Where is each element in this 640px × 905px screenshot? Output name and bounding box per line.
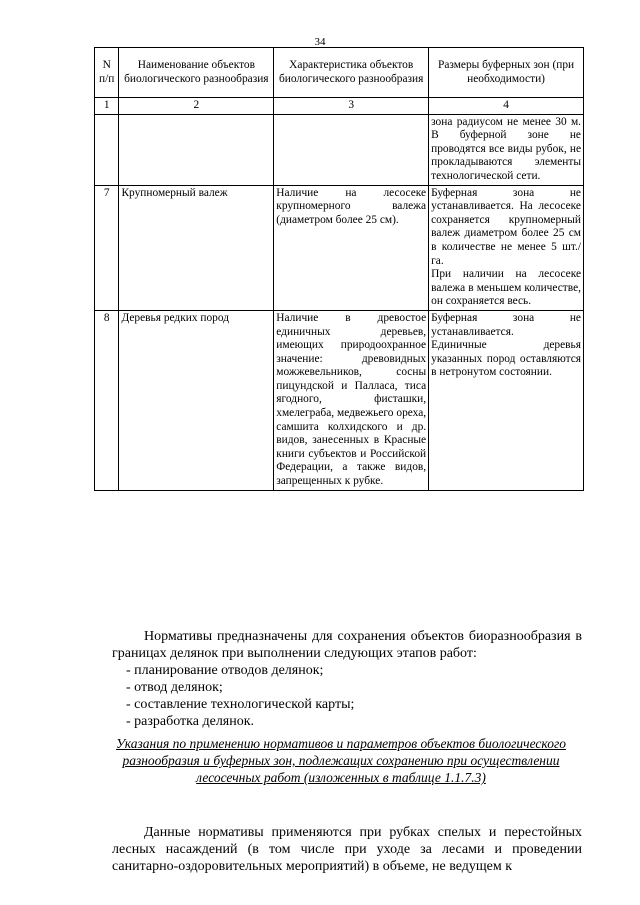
row-number: 7 — [95, 185, 119, 310]
table-header-row — [95, 48, 584, 98]
column-number-row — [95, 98, 584, 115]
intro-paragraph: Нормативы предназначены для сохранения объектов биоразнообразия в границах делянок при выполнении следующих этапов работ: — [112, 629, 582, 661]
header-buffer: Размеры буферных зон (при необходимости) — [429, 48, 584, 98]
section-heading: Указания по применению нормативов и параметров объектов биологического разнообразия и буферных зон, подлежащих сохранению при осуществлении лесосечных работ (изложенных в таблице 1.1.7.3) — [116, 736, 566, 785]
list-item: - отвод делянок; — [126, 680, 223, 695]
final-block — [112, 824, 582, 875]
header-name: Наименование объектов биологического разнообразия — [119, 48, 274, 98]
object-name: Крупномерный валеж — [119, 185, 274, 310]
list-item: - составление технологической карты; — [126, 697, 355, 712]
object-characteristic: Наличие на лесосеке крупномерного валежа (диаметром более 25 см). — [274, 185, 429, 310]
buffer-text: Буферная зона не устанавливается. На лесосеке сохраняется крупномерный валеж диаметром более 25 см в количестве не менее 5 шт./га. — [431, 186, 581, 267]
object-name: Деревья редких пород — [119, 310, 274, 490]
table-row-continued — [95, 114, 584, 185]
buffer-cell: зона радиусом не менее 30 м. В буферной зоне не проводятся все виды рубок, не прокладываются элементы технологической сети. — [429, 114, 584, 185]
buffer-cell — [429, 310, 584, 490]
column-number: 4 — [429, 98, 584, 115]
list-item: - разработка делянок. — [126, 714, 255, 729]
table-row — [95, 185, 584, 310]
buffer-cell — [429, 185, 584, 310]
column-number: 3 — [274, 98, 429, 115]
header-characteristic: Характеристика объектов биологического разнообразия — [274, 48, 429, 98]
row-number: 8 — [95, 310, 119, 490]
list-item: - планирование отводов делянок; — [126, 663, 324, 678]
object-characteristic: Наличие в древостое единичных деревьев, имеющих природоохранное значение: древовидных можжевельников, сосны пицундской и Палласа, тиса ягодного, фисташки, хмелеграба, медвежьего ореха, самшита колхидского и др. видов, занесенных в Красные книги субъектов и Российской Федерации, а также видов, запрещенных к рубке. — [274, 310, 429, 490]
column-number: 1 — [95, 98, 119, 115]
section-heading-block — [96, 735, 586, 786]
buffer-text: При наличии на лесосеке валежа в меньшем количестве, он сохраняется весь. — [431, 268, 581, 308]
buffer-text: Единичные деревья указанных пород оставляются в нетронутом состоянии. — [431, 339, 581, 379]
header-number: N п/п — [95, 48, 119, 98]
intro-block — [112, 628, 582, 730]
page-number: 34 — [314, 36, 326, 48]
final-paragraph: Данные нормативы применяются при рубках спелых и перестойных лесных насаждений (в том числе при уходе за лесами и проведении санитарно-оздоровительных мероприятий) в объеме, не ведущем к — [112, 825, 582, 874]
table-row — [95, 310, 584, 490]
buffer-text: Буферная зона не устанавливается. — [431, 311, 581, 338]
column-number: 2 — [119, 98, 274, 115]
biodiversity-table — [94, 47, 584, 491]
